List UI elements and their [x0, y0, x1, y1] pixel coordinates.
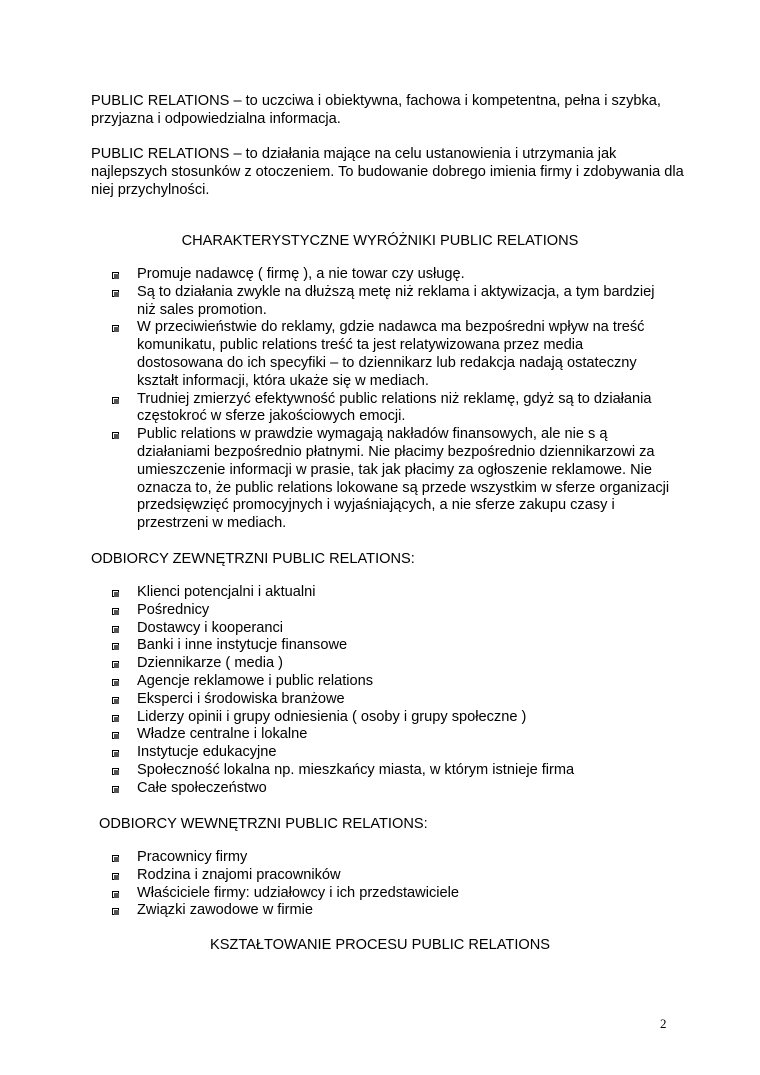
- list-item: Agencje reklamowe i public relations: [112, 673, 672, 691]
- list-item: Pracownicy firmy: [112, 849, 672, 867]
- square-bullet-icon: [112, 679, 119, 686]
- square-bullet-icon: [112, 590, 119, 597]
- list-item: Władze centralne i lokalne: [112, 726, 672, 744]
- list-item: Właściciele firmy: udziałowcy i ich przedstawiciele: [112, 885, 672, 903]
- square-bullet-icon: [112, 432, 119, 439]
- square-bullet-icon: [112, 325, 119, 332]
- page-number: 2: [660, 1016, 667, 1031]
- list-item: Instytucje edukacyjne: [112, 744, 672, 762]
- list-item: Eksperci i środowiska branżowe: [112, 691, 672, 709]
- list-item: Całe społeczeństwo: [112, 780, 672, 798]
- list-item: W przeciwieństwie do reklamy, gdzie nadawca ma bezpośredni wpływ na treść komunikatu, public relations treść ta jest relatywizowana przez media dostosowana do ich specyfiki – to dziennikarz lub redakcja nadają ostateczny kształt informacji, która ukaże się w mediach.: [112, 319, 672, 390]
- square-bullet-icon: [112, 891, 119, 898]
- list-item: Liderzy opinii i grupy odniesienia ( osoby i grupy społeczne ): [112, 709, 672, 727]
- square-bullet-icon: [112, 786, 119, 793]
- square-bullet-icon: [112, 908, 119, 915]
- section-heading-pr-process: KSZTAŁTOWANIE PROCESU PUBLIC RELATIONS: [209, 937, 551, 953]
- list-item: Pośrednicy: [112, 602, 672, 620]
- square-bullet-icon: [112, 750, 119, 757]
- list-item: Promuje nadawcę ( firmę ), a nie towar czy usługę.: [112, 266, 672, 284]
- list-item: Public relations w prawdzie wymagają nakładów finansowych, ale nie s ą działaniami bezpośrednio płatnymi. Nie płacimy bezpośrednio dziennikarzowi za umieszczenie informacji w prasie, tak jak płacimy za ogłoszenie reklamowe. Nie oznacza to, że public relations lokowane są przede wszystkim w sferze organizacji przedsięwzięć promocyjnych i wyjaśniających, a nie sferze zakupu czasy i przestrzeni w mediach.: [112, 426, 672, 533]
- section-heading-internal-audiences: ODBIORCY WEWNĘTRZNI PUBLIC RELATIONS:: [99, 816, 428, 832]
- list-item: Społeczność lokalna np. mieszkańcy miasta, w którym istnieje firma: [112, 762, 672, 780]
- list-item: Trudniej zmierzyć efektywność public relations niż reklamę, gdyż są to działania częstokroć w sferze jakościowych emocji.: [112, 391, 672, 427]
- square-bullet-icon: [112, 608, 119, 615]
- square-bullet-icon: [112, 732, 119, 739]
- intro-paragraph-2: PUBLIC RELATIONS – to działania mające na celu ustanowienia i utrzymania jak najlepszych stosunków z otoczeniem. To budowanie dobrego imienia firmy i zdobywania dla niej przychylności.: [91, 146, 684, 198]
- square-bullet-icon: [112, 855, 119, 862]
- internal-audiences-list: [112, 849, 672, 920]
- external-audiences-list: [112, 584, 672, 798]
- square-bullet-icon: [112, 643, 119, 650]
- list-item: Związki zawodowe w firmie: [112, 902, 672, 920]
- list-item: Klienci potencjalni i aktualni: [112, 584, 672, 602]
- list-item: Dziennikarze ( media ): [112, 655, 672, 673]
- square-bullet-icon: [112, 397, 119, 404]
- square-bullet-icon: [112, 697, 119, 704]
- square-bullet-icon: [112, 715, 119, 722]
- square-bullet-icon: [112, 272, 119, 279]
- list-item: Banki i inne instytucje finansowe: [112, 637, 672, 655]
- square-bullet-icon: [112, 873, 119, 880]
- section-heading-distinguishing-features: CHARAKTERYSTYCZNE WYRÓŻNIKI PUBLIC RELATIONS: [181, 233, 579, 249]
- list-item: Są to działania zwykle na dłuższą metę niż reklama i aktywizacja, a tym bardziej niż sales promotion.: [112, 284, 672, 320]
- list-item: Rodzina i znajomi pracowników: [112, 867, 672, 885]
- section-heading-external-audiences: ODBIORCY ZEWNĘTRZNI PUBLIC RELATIONS:: [91, 551, 415, 567]
- square-bullet-icon: [112, 661, 119, 668]
- intro-paragraph-1: PUBLIC RELATIONS – to uczciwa i obiektywna, fachowa i kompetentna, pełna i szybka, przyjazna i odpowiedzialna informacja.: [91, 93, 661, 127]
- square-bullet-icon: [112, 290, 119, 297]
- square-bullet-icon: [112, 768, 119, 775]
- square-bullet-icon: [112, 626, 119, 633]
- list-item: Dostawcy i kooperanci: [112, 620, 672, 638]
- features-list: [112, 266, 672, 533]
